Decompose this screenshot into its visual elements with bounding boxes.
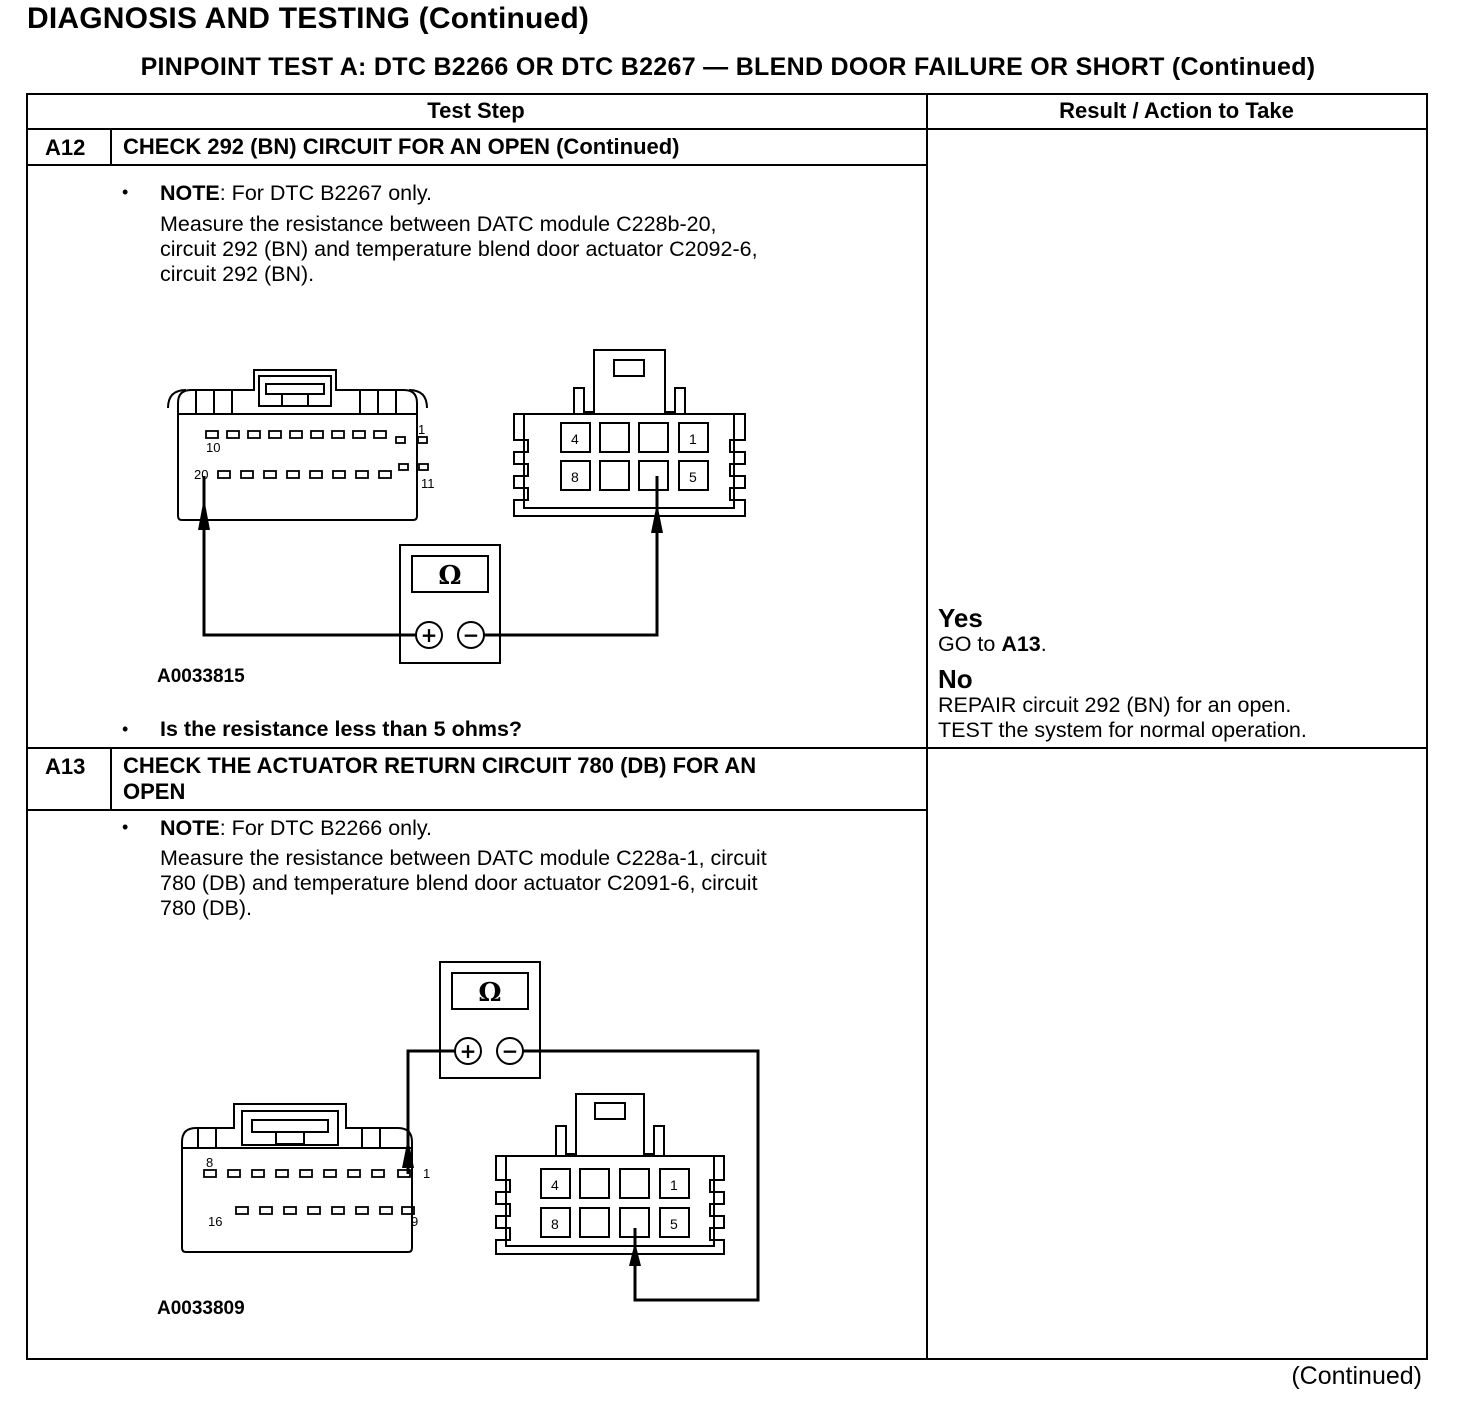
pin-label: 8 xyxy=(551,1216,559,1232)
minus-terminal: − xyxy=(462,623,480,647)
bullet: • xyxy=(122,182,129,202)
note-text: : For DTC B2266 only. xyxy=(219,816,433,840)
actuator-connector xyxy=(496,1094,724,1254)
note-label: NOTE xyxy=(160,181,220,205)
measure-line: Measure the resistance between DATC module C228b-20, xyxy=(160,212,717,236)
measure-line: circuit 292 (BN). xyxy=(160,262,315,286)
figure-id-a12: A0033815 xyxy=(157,666,245,687)
bullet: • xyxy=(122,817,129,837)
wiring-diagram-a12 xyxy=(156,348,796,668)
page-title: DIAGNOSIS AND TESTING (Continued) xyxy=(27,2,590,35)
pin-label: 16 xyxy=(208,1214,223,1229)
module-pins-row2 xyxy=(218,464,428,478)
ohm-symbol: Ω xyxy=(438,561,462,591)
table-border xyxy=(1426,93,1428,1360)
note-a13 xyxy=(160,816,432,841)
column-divider xyxy=(926,93,928,1360)
note-a12 xyxy=(160,181,432,206)
step-id-divider xyxy=(110,129,112,165)
pin-label: 1 xyxy=(689,431,697,447)
yes-suffix: . xyxy=(1040,632,1047,656)
plus-terminal: + xyxy=(459,1039,477,1063)
pinpoint-test-title: PINPOINT TEST A: DTC B2266 OR DTC B2267 — BLEND DOOR FAILURE OR SHORT (Continued) xyxy=(140,53,1316,81)
probe-tip xyxy=(198,498,210,530)
yes-target: A13 xyxy=(1001,632,1041,656)
header-test-step: Test Step xyxy=(427,98,525,123)
module-pins-row1 xyxy=(204,1170,410,1177)
step-divider xyxy=(26,809,927,811)
ohm-symbol: Ω xyxy=(478,978,502,1008)
pin-label: 1 xyxy=(423,1166,431,1181)
module-connector xyxy=(182,1104,412,1252)
module-pins-row1 xyxy=(206,431,427,443)
result-yes-action xyxy=(938,632,1047,657)
wiring-diagram-a13 xyxy=(166,958,786,1308)
pin-label: 11 xyxy=(421,476,435,491)
pin-label: 20 xyxy=(194,467,209,482)
measure-line: circuit 292 (BN) and temperature blend door actuator C2092-6, xyxy=(160,237,758,261)
table-border xyxy=(26,93,1428,95)
pin-label: 4 xyxy=(571,431,579,447)
note-text: : For DTC B2267 only. xyxy=(219,181,433,205)
pin-label: 4 xyxy=(551,1177,559,1193)
header-divider xyxy=(26,128,1428,130)
minus-terminal: − xyxy=(501,1039,519,1063)
bullet: • xyxy=(122,719,129,739)
pin-label: 1 xyxy=(670,1177,678,1193)
step-id-a13: A13 xyxy=(45,754,86,779)
note-label: NOTE xyxy=(160,816,220,840)
pin-label: 5 xyxy=(689,469,697,485)
measure-line: 780 (DB) and temperature blend door actuator C2091-6, circuit xyxy=(160,871,758,895)
yes-prefix: GO to xyxy=(938,632,1002,656)
continued-footer: (Continued) xyxy=(1291,1362,1422,1390)
pin-label: 8 xyxy=(206,1155,214,1170)
plus-terminal: + xyxy=(420,623,438,647)
actuator-connector xyxy=(514,350,745,516)
module-pins-row2 xyxy=(236,1207,414,1214)
pin-label: 5 xyxy=(670,1216,678,1232)
pin-label: 1 xyxy=(418,422,426,437)
result-no-label: No xyxy=(938,664,973,694)
step-title-a12: CHECK 292 (BN) CIRCUIT FOR AN OPEN (Continued) xyxy=(123,134,680,159)
table-border xyxy=(26,93,28,1360)
pin-label: 8 xyxy=(571,469,579,485)
step-id-divider xyxy=(110,748,112,810)
test-leads xyxy=(408,1051,758,1300)
question-a12: Is the resistance less than 5 ohms? xyxy=(160,717,523,741)
table-border xyxy=(26,1358,1428,1360)
step-title-a13: OPEN xyxy=(123,779,186,804)
result-no-action: REPAIR circuit 292 (BN) for an open. xyxy=(938,693,1292,717)
result-yes-label: Yes xyxy=(938,603,983,633)
result-no-action: TEST the system for normal operation. xyxy=(938,718,1307,742)
pin-label: 10 xyxy=(206,440,221,455)
step-divider xyxy=(26,164,927,166)
measure-line: 780 (DB). xyxy=(160,896,253,920)
step-id-a12: A12 xyxy=(45,135,86,160)
row-divider xyxy=(26,747,1428,749)
step-title-a13: CHECK THE ACTUATOR RETURN CIRCUIT 780 (DB) FOR AN xyxy=(123,753,757,778)
test-table xyxy=(26,93,1428,1360)
measure-line: Measure the resistance between DATC module C228a-1, circuit xyxy=(160,846,767,870)
pin-label: 9 xyxy=(411,1214,419,1229)
figure-id-a13: A0033809 xyxy=(157,1298,245,1319)
header-result-action: Result / Action to Take xyxy=(1059,98,1294,123)
